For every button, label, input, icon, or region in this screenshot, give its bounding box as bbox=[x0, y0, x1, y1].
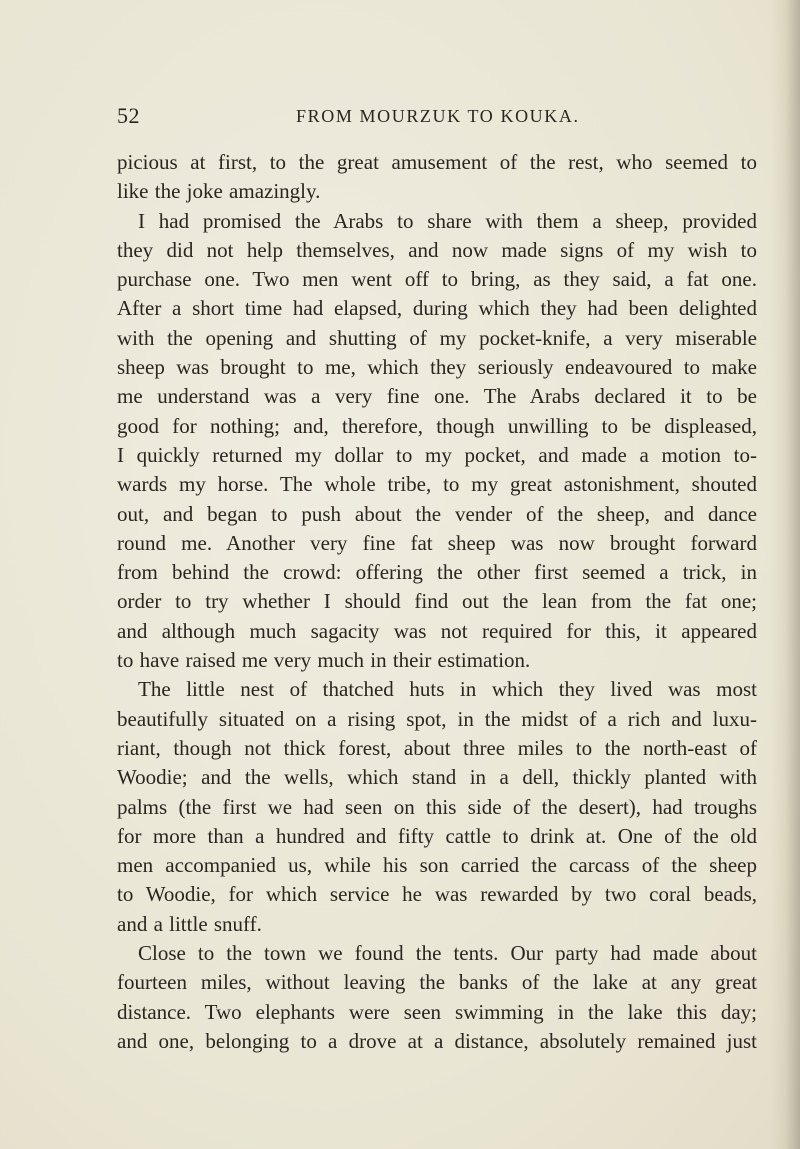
text-line: good for nothing; and, therefore, though unwilling to be displeased, bbox=[117, 413, 757, 438]
text-line: picious at first, to the great amusement of the rest, who seemed to bbox=[117, 150, 757, 174]
text-line: they did not help themselves, and now made signs of my wish to bbox=[117, 237, 757, 262]
text-line: palms (the first we had seen on this side of the desert), had troughs bbox=[117, 794, 757, 819]
page-number: 52 bbox=[117, 103, 140, 128]
text-line: to Woodie, for which service he was rewarded by two coral beads, bbox=[117, 882, 757, 907]
text-line: sheep was brought to me, which they seriously endeavoured to make bbox=[117, 355, 757, 380]
running-head: FROM MOURZUK TO KOUKA. bbox=[296, 106, 580, 126]
text-line: Woodie; and the wells, which stand in a dell, thickly planted with bbox=[117, 765, 757, 790]
text-line: riant, though not thick forest, about three miles to the north-east of bbox=[117, 735, 757, 760]
text-line: like the joke amazingly. bbox=[117, 179, 321, 204]
text-line: fourteen miles, without leaving the banks of the lake at any great bbox=[117, 970, 757, 995]
text-line: order to try whether I should find out the lean from the fat one; bbox=[117, 589, 757, 614]
text-line: me understand was a very fine one. The Arabs declared it to be bbox=[117, 384, 757, 409]
text-line: from behind the crowd: offering the other first seemed a trick, in bbox=[117, 560, 757, 585]
text-line: to have raised me very much in their estimation. bbox=[117, 648, 531, 673]
text-line: round me. Another very fine fat sheep was now brought forward bbox=[117, 530, 757, 555]
page-edge-shadow bbox=[786, 0, 800, 1149]
page-header bbox=[0, 103, 800, 133]
text-line: purchase one. Two men went off to bring, as they said, a fat one. bbox=[117, 267, 757, 292]
text-line: for more than a hundred and fifty cattle to drink at. One of the old bbox=[117, 823, 757, 848]
text-line: I had promised the Arabs to share with them a sheep, provided bbox=[138, 208, 757, 233]
text-line: with the opening and shutting of my pocket-knife, a very miserable bbox=[117, 325, 757, 350]
text-line: and one, belonging to a drove at a distance, absolutely remained just bbox=[117, 1028, 757, 1053]
text-line: The little nest of thatched huts in which they lived was most bbox=[138, 677, 757, 702]
text-line: I quickly returned my dollar to my pocket, and made a motion to- bbox=[117, 442, 757, 467]
text-line: men accompanied us, while his son carried the carcass of the sheep bbox=[117, 853, 757, 878]
text-line: Close to the town we found the tents. Our party had made about bbox=[138, 941, 757, 966]
text-line: distance. Two elephants were seen swimming in the lake this day; bbox=[117, 999, 757, 1024]
text-line: out, and began to push about the vender of the sheep, and dance bbox=[117, 501, 757, 526]
text-line: wards my horse. The whole tribe, to my great astonishment, shouted bbox=[117, 472, 757, 497]
text-line: and although much sagacity was not required for this, it appeared bbox=[117, 618, 757, 643]
text-line: beautifully situated on a rising spot, in the midst of a rich and luxu- bbox=[117, 706, 757, 731]
text-line: and a little snuff. bbox=[117, 911, 262, 936]
body-text bbox=[117, 148, 757, 1056]
text-line: After a short time had elapsed, during which they had been delighted bbox=[117, 296, 757, 321]
